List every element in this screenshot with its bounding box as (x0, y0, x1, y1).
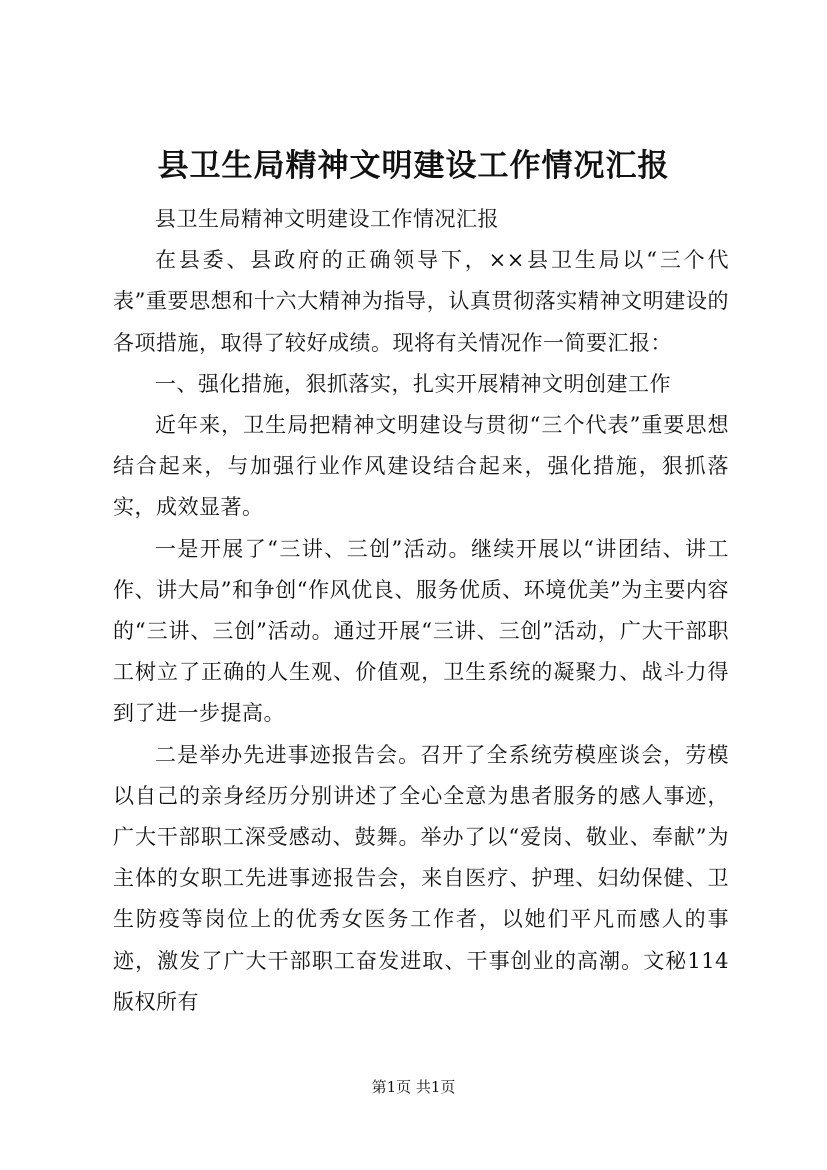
paragraph-overview: 近年来，卫生局把精神文明建设与贯彻“三个代表”重要思想结合起来，与加强行业作风建设结合起来，强化措施，狠抓落实，成效显著。 (113, 413, 729, 520)
paragraph-intro: 在县委、县政府的正确领导下，××县卫生局以“三个代表”重要思想和十六大精神为指导，认真贯彻落实精神文明建设的各项措施，取得了较好成绩。现将有关情况作一简要汇报： (113, 248, 729, 355)
document-body (113, 199, 729, 1023)
document-title: 县卫生局精神文明建设工作情况汇报 (157, 148, 670, 184)
paragraph-subtitle: 县卫生局精神文明建设工作情况汇报 (155, 207, 499, 231)
section-heading: 一、强化措施，狠抓落实，扎实开展精神文明创建工作 (155, 371, 671, 396)
paragraph-activity-one: 一是开展了“三讲、三创”活动。继续开展以“讲团结、讲工作、讲大局”和争创“作风优良、服务优质、环境优美”为主要内容的“三讲、三创”活动。通过开展“三讲、三创”活动，广大干部职工树立了正确的人生观、价值观，卫生系统的凝聚力、战斗力得到了进一步提高。 (113, 536, 729, 726)
page-number-footer: 第1页 共1页 (371, 1078, 456, 1096)
paragraph-activity-two: 二是举办先进事迹报告会。召开了全系统劳模座谈会，劳模以自己的亲身经历分别讲述了全心全意为患者服务的感人事迹，广大干部职工深受感动、鼓舞。举办了以“爱岗、敬业、奉献”为主体的女职工先进事迹报告会，来自医疗、护理、妇幼保健、卫生防疫等岗位上的优秀女医务工作者，以她们平凡而感人的事迹，激发了广大干部职工奋发进取、干事创业的高潮。文秘114版权所有 (113, 742, 729, 1014)
